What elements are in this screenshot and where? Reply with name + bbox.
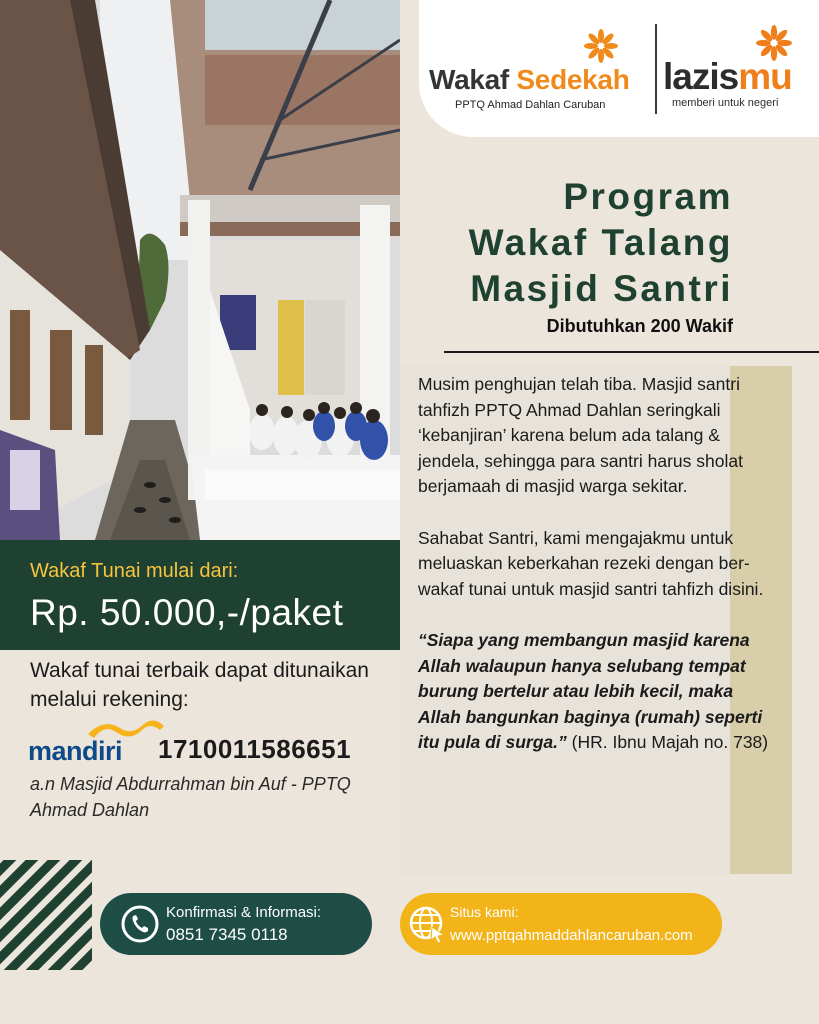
lazismu-logo-title: lazismu (663, 56, 792, 97)
wakaf-price-banner (0, 540, 400, 650)
mandiri-wave-icon (84, 718, 168, 738)
description-text (418, 372, 773, 782)
program-title-line-2: Wakaf Talang (468, 222, 733, 263)
contact-pill[interactable] (100, 893, 372, 955)
mosque-photo (0, 0, 400, 540)
program-title-line-3: Masjid Santri (470, 268, 733, 309)
mandiri-logo-text: mandiri (28, 736, 123, 766)
mandiri-logo (28, 718, 178, 768)
hadith-quote (418, 628, 773, 756)
wakaf-sedekah-logo (429, 28, 647, 118)
website-label: Situs kami: (450, 904, 519, 920)
phone-icon (120, 904, 160, 944)
contact-label: Konfirmasi & Informasi: (166, 904, 322, 921)
wakaf-logo-title: Wakaf Sedekah (429, 64, 630, 95)
description-paragraph-1: Musim penghujan telah tiba. Masjid santri tahfizh PPTQ Ahmad Dahlan seringkali ‘kebanjiran’ karena belum ada talang & jendela, sehingga para santri harus sholat berjamaah di masjid warga sekitar. (418, 374, 743, 497)
lazismu-logo (663, 24, 813, 119)
account-number: 1710011586651 (158, 734, 352, 764)
price-label: Wakaf Tunai mulai dari: (30, 560, 239, 582)
website-pill[interactable] (400, 893, 722, 955)
logo-divider (655, 24, 657, 114)
program-title-line-1: Program (563, 176, 733, 217)
logo-panel (419, 0, 819, 137)
title-divider (444, 351, 819, 353)
contact-phone[interactable]: 0851 7345 0118 (166, 925, 288, 944)
program-subtitle: Dibutuhkan 200 Wakif (546, 316, 733, 336)
hadith-source: (HR. Ibnu Majah no. 738) (566, 732, 769, 753)
lazismu-tagline: memberi untuk negeri (672, 97, 779, 109)
description-paragraph-2: Sahabat Santri, kami mengajakmu untuk meluaskan keberkahan rezeki dengan ber-wakaf tunai untuk masjid santri tahfizh disini. (418, 527, 764, 599)
bank-transfer-note: Wakaf tunai terbaik dapat ditunaikan melalui rekening: (30, 659, 369, 711)
flower-icon (583, 28, 619, 64)
price-value: Rp. 50.000,-/paket (30, 592, 344, 633)
website-url[interactable]: www.pptqahmaddahlancaruban.com (450, 927, 693, 944)
wakaf-logo-subtitle: PPTQ Ahmad Dahlan Caruban (455, 99, 606, 111)
account-holder-name: a.n Masjid Abdurrahman bin Auf - PPTQ Ahmad Dahlan (30, 774, 351, 820)
hadith-quote-text: “Siapa yang membangun masjid karena Allah walaupun hanya selubang tempat burung bertelur atau lebih kecil, maka Allah bangunkan baginya (rumah) seperti itu pula di surga.” (418, 629, 763, 753)
decorative-stripes (0, 860, 92, 970)
globe-cursor-icon (408, 905, 448, 945)
